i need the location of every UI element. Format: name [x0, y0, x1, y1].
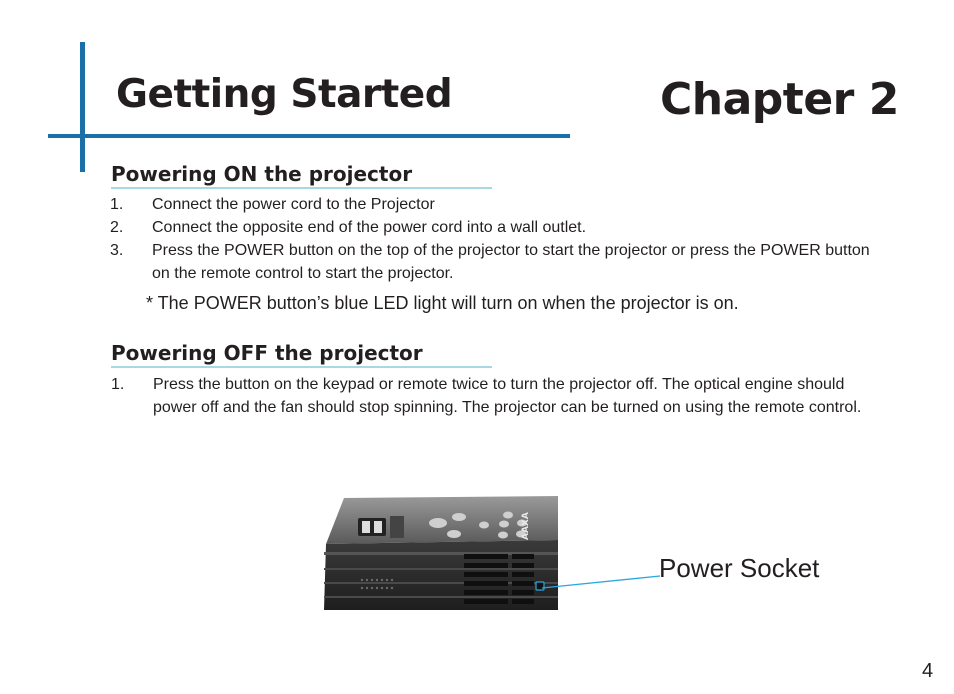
step-number: 3.	[110, 242, 124, 259]
accent-vertical-bar	[80, 42, 85, 172]
list-item	[110, 193, 870, 216]
step-number: 1.	[110, 196, 124, 213]
step-number: 1.	[111, 376, 125, 393]
list-item	[110, 216, 870, 239]
section-title: Getting Started	[116, 72, 453, 117]
callout-line	[540, 570, 662, 600]
accent-horizontal-bar	[48, 134, 570, 138]
page-number: 4	[922, 660, 934, 682]
brand-logo: AAXA	[521, 512, 531, 540]
power-socket-label: Power Socket	[659, 553, 820, 583]
powering-on-steps	[110, 193, 870, 285]
powering-off-heading: Powering OFF the projector	[111, 341, 492, 368]
projector-image	[322, 488, 560, 610]
step-text: Press the button on the keypad or remote twice to turn the projector off. The optical engine should power off and the fan should stop spinning. The projector can be turned on using the remote control.	[153, 376, 862, 416]
list-item	[110, 239, 870, 285]
chapter-title: Chapter 2	[660, 74, 899, 125]
led-note: * The POWER button’s blue LED light will turn on when the projector is on.	[146, 293, 739, 313]
step-text: Connect the opposite end of the power cord into a wall outlet.	[152, 219, 587, 236]
list-item	[111, 373, 881, 419]
step-text: Press the POWER button on the top of the projector to start the projector or press the POWER button on the remote control to start the projector.	[152, 242, 870, 282]
powering-on-heading: Powering ON the projector	[111, 162, 492, 189]
powering-off-steps	[111, 373, 881, 419]
step-number: 2.	[110, 219, 124, 236]
step-text: Connect the power cord to the Projector	[152, 196, 435, 213]
